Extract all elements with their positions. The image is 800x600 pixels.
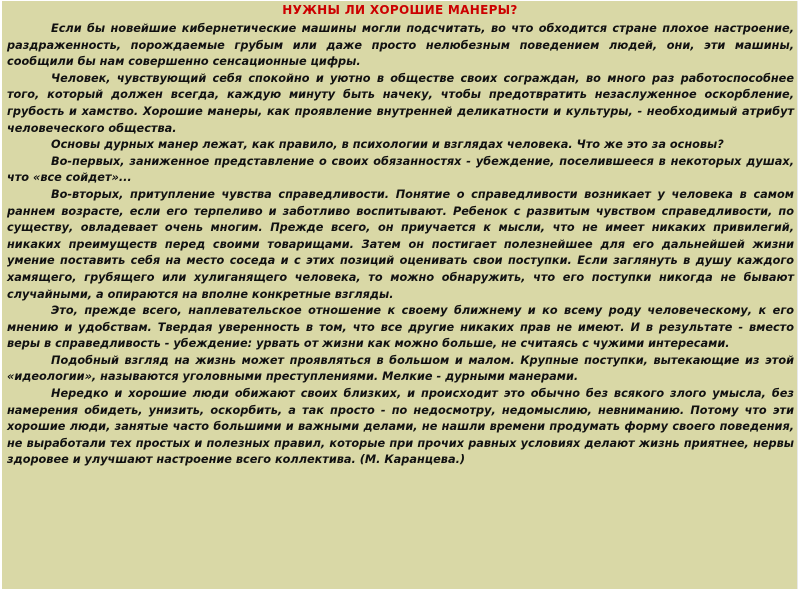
paragraph-8: Нередко и хорошие люди обижают своих близких, и происходит это обычно без всякого злого умысла, без намерения обидеть, унизить, оскорбить, а так просто - по недосмотру, недомыслию, невниманию. Потому что эти хорошие люди, занятые часто большими и важными делами, не нашли времени продумать форму своего поведения, не выработали тех простых и полезных правил, которые при прочих равных условиях делают жизнь приятнее, нервы здоровее и улучшают настроение всего коллектива. (М. Каранцева.)	[7, 387, 794, 467]
paragraph-7: Подобный взгляд на жизнь может проявляться в большом и малом. Крупные поступки, вытекающие из этой «идеологии», называются уголовными преступлениями. Мелкие - дурными манерами.	[7, 353, 794, 384]
paragraph-6: Это, прежде всего, наплевательское отношение к своему ближнему и ко всему роду человеческому, к его мнению и удобствам. Твердая уверенность в том, что все другие никаких прав не имеют. И в результате - вместо веры в справедливость - убеждение: урвать от жизни как можно больше, не считаясь с чужими интересами.	[7, 304, 794, 351]
paragraph-2: Человек, чувствующий себя спокойно и уютно в обществе своих сограждан, во много раз работоспособнее того, который должен всегда, каждую минуту быть начеку, чтобы предотвратить незаслуженное оскорбление, грубость и хамство. Хорошие манеры, как проявление внутренней деликатности и культуры, - необходимый атрибут человеческого общества.	[7, 71, 794, 135]
article-body	[7, 21, 794, 469]
paragraph-3: Основы дурных манер лежат, как правило, в психологии и взглядах человека. Что же это за основы?	[51, 138, 724, 152]
page-title: НУЖНЫ ЛИ ХОРОШИЕ МАНЕРЫ?	[282, 3, 518, 17]
text-panel	[2, 1, 798, 589]
paragraph-1: Если бы новейшие кибернетические машины могли подсчитать, во что обходится стране плохое настроение, раздраженность, порождаемые грубым или даже просто нелюбезным поведением людей, они, эти машины, сообщили бы нам совершенно сенсационные цифры.	[7, 22, 794, 69]
paragraph-5: Во-вторых, притупление чувства справедливости. Понятие о справедливости возникает у человека в самом раннем возрасте, если его терпеливо и заботливо воспитывают. Ребенок с развитым чувством справедливости, по существу, овладевает очень многим. Прежде всего, он приучается к мысли, что не имеет никаких привилегий, никаких преимуществ перед своими товарищами. Затем он постигает полезнейшее для его дальнейшей жизни умение поставить себя на место соседа и с этих позиций оценивать свои поступки. Если заглянуть в душу каждого хамящего, грубящего или хулиганящего человека, то можно обнаружить, что его поступки никогда не бывают случайными, а опираются на вполне конкретные взгляды.	[7, 187, 794, 301]
paragraph-4: Во-первых, заниженное представление о своих обязанностях - убеждение, поселившееся в некоторых душах, что «все сойдет»...	[7, 154, 794, 185]
